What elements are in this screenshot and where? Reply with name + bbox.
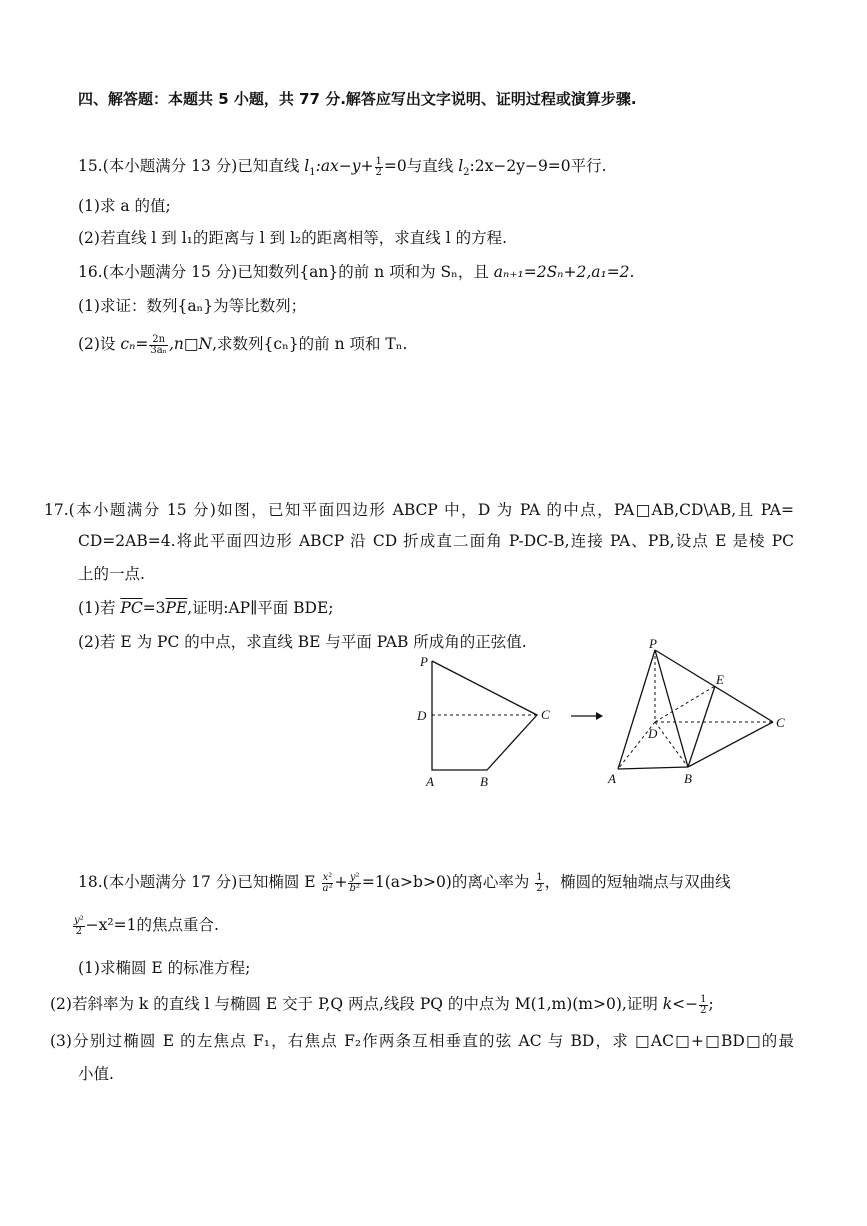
q16-cn-num: 2n — [149, 335, 168, 346]
dashed-db — [655, 722, 688, 767]
pyramid-label-e: E — [716, 672, 724, 687]
q15-l1-sub: 1 — [309, 167, 316, 179]
section-header: 四、解答题：本题共 5 小题，共 77 分.解答应写出文字说明、证明过程或演算步骤. — [78, 90, 637, 108]
pyramid-label-a: A — [608, 771, 616, 786]
q18-stem-line2 — [72, 915, 219, 937]
q17-part1-mid: =3 — [142, 599, 166, 617]
q18-part2-k: k<− — [662, 995, 699, 1013]
q15-half-den: 2 — [375, 166, 382, 178]
q16-part1: (1)求证：数列{aₙ}为等比数列； — [78, 297, 307, 315]
q18-part1: (1)求椭圆 E 的标准方程; — [78, 959, 251, 977]
q16-cn-fraction — [149, 335, 168, 356]
flat-quadrilateral — [416, 654, 550, 789]
flat-label-p: P — [420, 654, 428, 669]
fold-arrow-icon — [571, 712, 603, 720]
q18-ellipse-x-term: $\frac{\text{x²}}{\text{a²}}$ — [322, 871, 333, 894]
q17-stem-line2: CD=2AB=4.将此平面四边形 ABCP 沿 CD 折成直二面角 P-DC-B,连接 PA、PB,设点 E 是棱 PC — [78, 532, 794, 550]
q18-ecc-fraction — [535, 873, 543, 894]
flat-outline — [432, 661, 537, 770]
q16-part2 — [78, 334, 407, 356]
q18-intro-tail: ，椭圆的短轴端点与双曲线 — [544, 873, 731, 891]
q16-part2-lead: (2)设 — [78, 335, 121, 353]
flat-label-d: D — [417, 708, 427, 723]
dashed-de — [655, 686, 715, 722]
q18-part2-lead: (2)若斜率为 k 的直线 l 与椭圆 E 交于 P,Q 两点,线段 PQ 的中点为 M(1,m)(m>0),证明 — [50, 995, 663, 1013]
q15-part2: (2)若直线 l 到 l₁的距离与 l 到 l₂的距离相等，求直线 l 的方程. — [78, 229, 508, 247]
q17-part1-tail: ,证明:AP∥平面 BDE; — [187, 599, 334, 617]
q15-stem — [78, 156, 607, 183]
q16-cn: cₙ= — [120, 335, 149, 353]
q18-part2 — [50, 994, 714, 1016]
q18-hyperbola-y-term: $\frac{\text{y²}}{2}$ — [74, 914, 84, 937]
q18-part2-fraction: $\frac{1}{2}$ — [700, 993, 707, 1016]
q16-intro: 16.(本小题满分 15 分)已知数列{an}的前 n 项和为 Sₙ，且 — [78, 263, 494, 281]
q18-ecc-den: 2 — [536, 882, 543, 894]
q16-cn-den: 3aₙ — [150, 344, 167, 356]
q16-domain: ,n□N — [169, 335, 213, 353]
pyramid-label-b: B — [684, 771, 692, 786]
q18-ecc-num: 1 — [536, 871, 543, 883]
q17-figure — [405, 636, 815, 796]
pyramid-label-c: C — [776, 715, 785, 730]
q17-stem-line3: 上的一点. — [78, 565, 145, 583]
q15-half-num: 1 — [375, 155, 382, 167]
q18-hyperbola-tail: −x²=1的焦点重合. — [85, 916, 219, 934]
q16-recurrence: aₙ₊₁=2Sₙ+2,a₁=2. — [493, 263, 635, 281]
q17-vector-pc: $\overline{PC}$ — [120, 599, 143, 617]
q15-l2-label: l — [458, 157, 464, 175]
q18-stem-line1: 18.(本小题满分 17 分)已知椭圆 E $\frac{\text{x²}}{\text{a²}}$ + $\frac{\text{y²}}{\text{b²}}$ =1(a>b>0)的离心率为 $\frac{1}{2}$ ，椭圆的短轴端点与双曲线 — [78, 871, 731, 894]
edge-pa — [618, 650, 655, 769]
folded-pyramid — [607, 636, 785, 786]
edge-ab — [618, 767, 688, 769]
flat-label-b: B — [480, 774, 488, 789]
q17-vector-pe: $\overline{PE}$ — [165, 599, 188, 617]
q15-part1: (1)求 a 的值; — [78, 197, 171, 215]
pyramid-label-d: D — [648, 726, 658, 741]
q18-part2-tail: ; — [708, 995, 714, 1013]
q17-part2: (2)若 E 为 PC 的中点，求直线 BE 与平面 PAB 所成角的正弦值. — [78, 633, 527, 651]
q15-l1-expr: :ax−y+ — [315, 157, 374, 175]
q15-intro: 15.(本小题满分 13 分)已知直线 — [78, 157, 305, 175]
pyramid-label-p: P — [649, 636, 657, 651]
q17-part1 — [78, 598, 334, 618]
q15-l2-expr: :2x−2y−9=0平行. — [469, 157, 607, 175]
q16-stem — [78, 262, 634, 282]
q15-half-fraction — [375, 157, 383, 178]
q16-part2-tail: ,求数列{cₙ}的前 n 项和 Tₙ. — [212, 335, 408, 353]
q17-stem-line1: 17.(本小题满分 15 分)如图，已知平面四边形 ABCP 中，D 为 PA 的中点，PA□AB,CD\AB,且 PA= — [44, 501, 794, 519]
q18-part3-line1: (3)分别过椭圆 E 的左焦点 F₁，右焦点 F₂作两条互相垂直的弦 AC 与 BD，求 □AC□+□BD□的最 — [50, 1032, 794, 1050]
flat-label-c: C — [541, 707, 550, 722]
q15-l2-sub: 2 — [463, 167, 470, 179]
q15-l1-label: l — [304, 157, 310, 175]
q17-part1-lead: (1)若 — [78, 599, 121, 617]
q18-ellipse-y-term: $\frac{\text{y²}}{\text{b²}}$ — [349, 871, 360, 894]
q18-intro: 18.(本小题满分 17 分)已知椭圆 E — [78, 873, 321, 891]
q18-ellipse-eq: =1(a>b>0)的离心率为 — [361, 873, 535, 891]
q15-l1-tail: =0与直线 — [383, 157, 459, 175]
q18-part3-line2: 小值. — [78, 1065, 114, 1083]
flat-label-a: A — [426, 774, 434, 789]
